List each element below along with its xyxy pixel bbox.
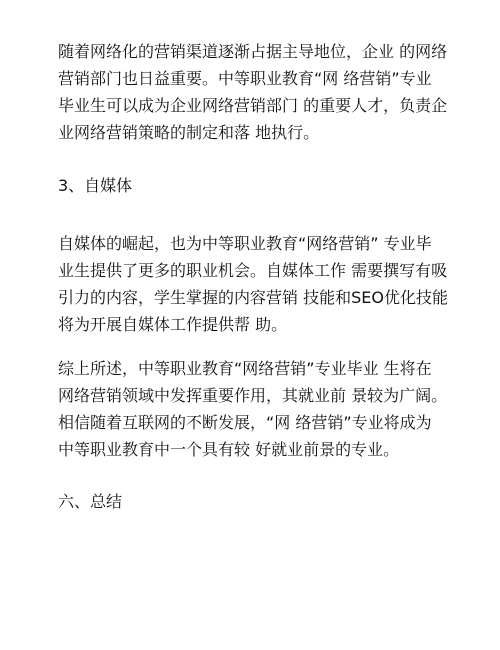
section-heading-summary: 六、总结 — [58, 492, 123, 511]
paragraph-self-media — [58, 230, 458, 338]
paragraph-line: 营销部门也日益重要。中等职业教育“网 络营销”专业 — [58, 69, 432, 88]
paragraph-line: 引力的内容，学生掌握的内容营销 技能和SEO优化技能 — [58, 288, 448, 307]
paragraph-line: 自媒体的崛起，也为中等职业教育“网络营销” 专业毕 — [58, 234, 432, 253]
paragraph-line: 毕业生可以成为企业网络营销部门 的重要人才，负责企 — [58, 96, 448, 115]
paragraph-conclusion — [58, 355, 458, 463]
paragraph-line: 将为开展自媒体工作提供帮 助。 — [58, 315, 288, 334]
paragraph-marketing-department — [58, 38, 458, 146]
paragraph-line: 综上所述，中等职业教育“网络营销”专业毕业 生将在 — [58, 359, 432, 378]
paragraph-line: 网络营销领域中发挥重要作用，其就业前 景较为广阔。 — [58, 386, 448, 405]
paragraph-line: 随着网络化的营销渠道逐渐占据主导地位，企业 的网络 — [58, 42, 448, 61]
paragraph-line: 相信随着互联网的不断发展，“网 络营销”专业将成为 — [58, 413, 432, 432]
paragraph-line: 业生提供了更多的职业机会。自媒体工作 需要撰写有吸 — [58, 261, 448, 280]
paragraph-line: 中等职业教育中一个具有较 好就业前景的专业。 — [58, 440, 400, 459]
paragraph-line: 业网络营销策略的制定和落 地执行。 — [58, 123, 320, 142]
section-heading-self-media: 3、自媒体 — [58, 176, 133, 195]
